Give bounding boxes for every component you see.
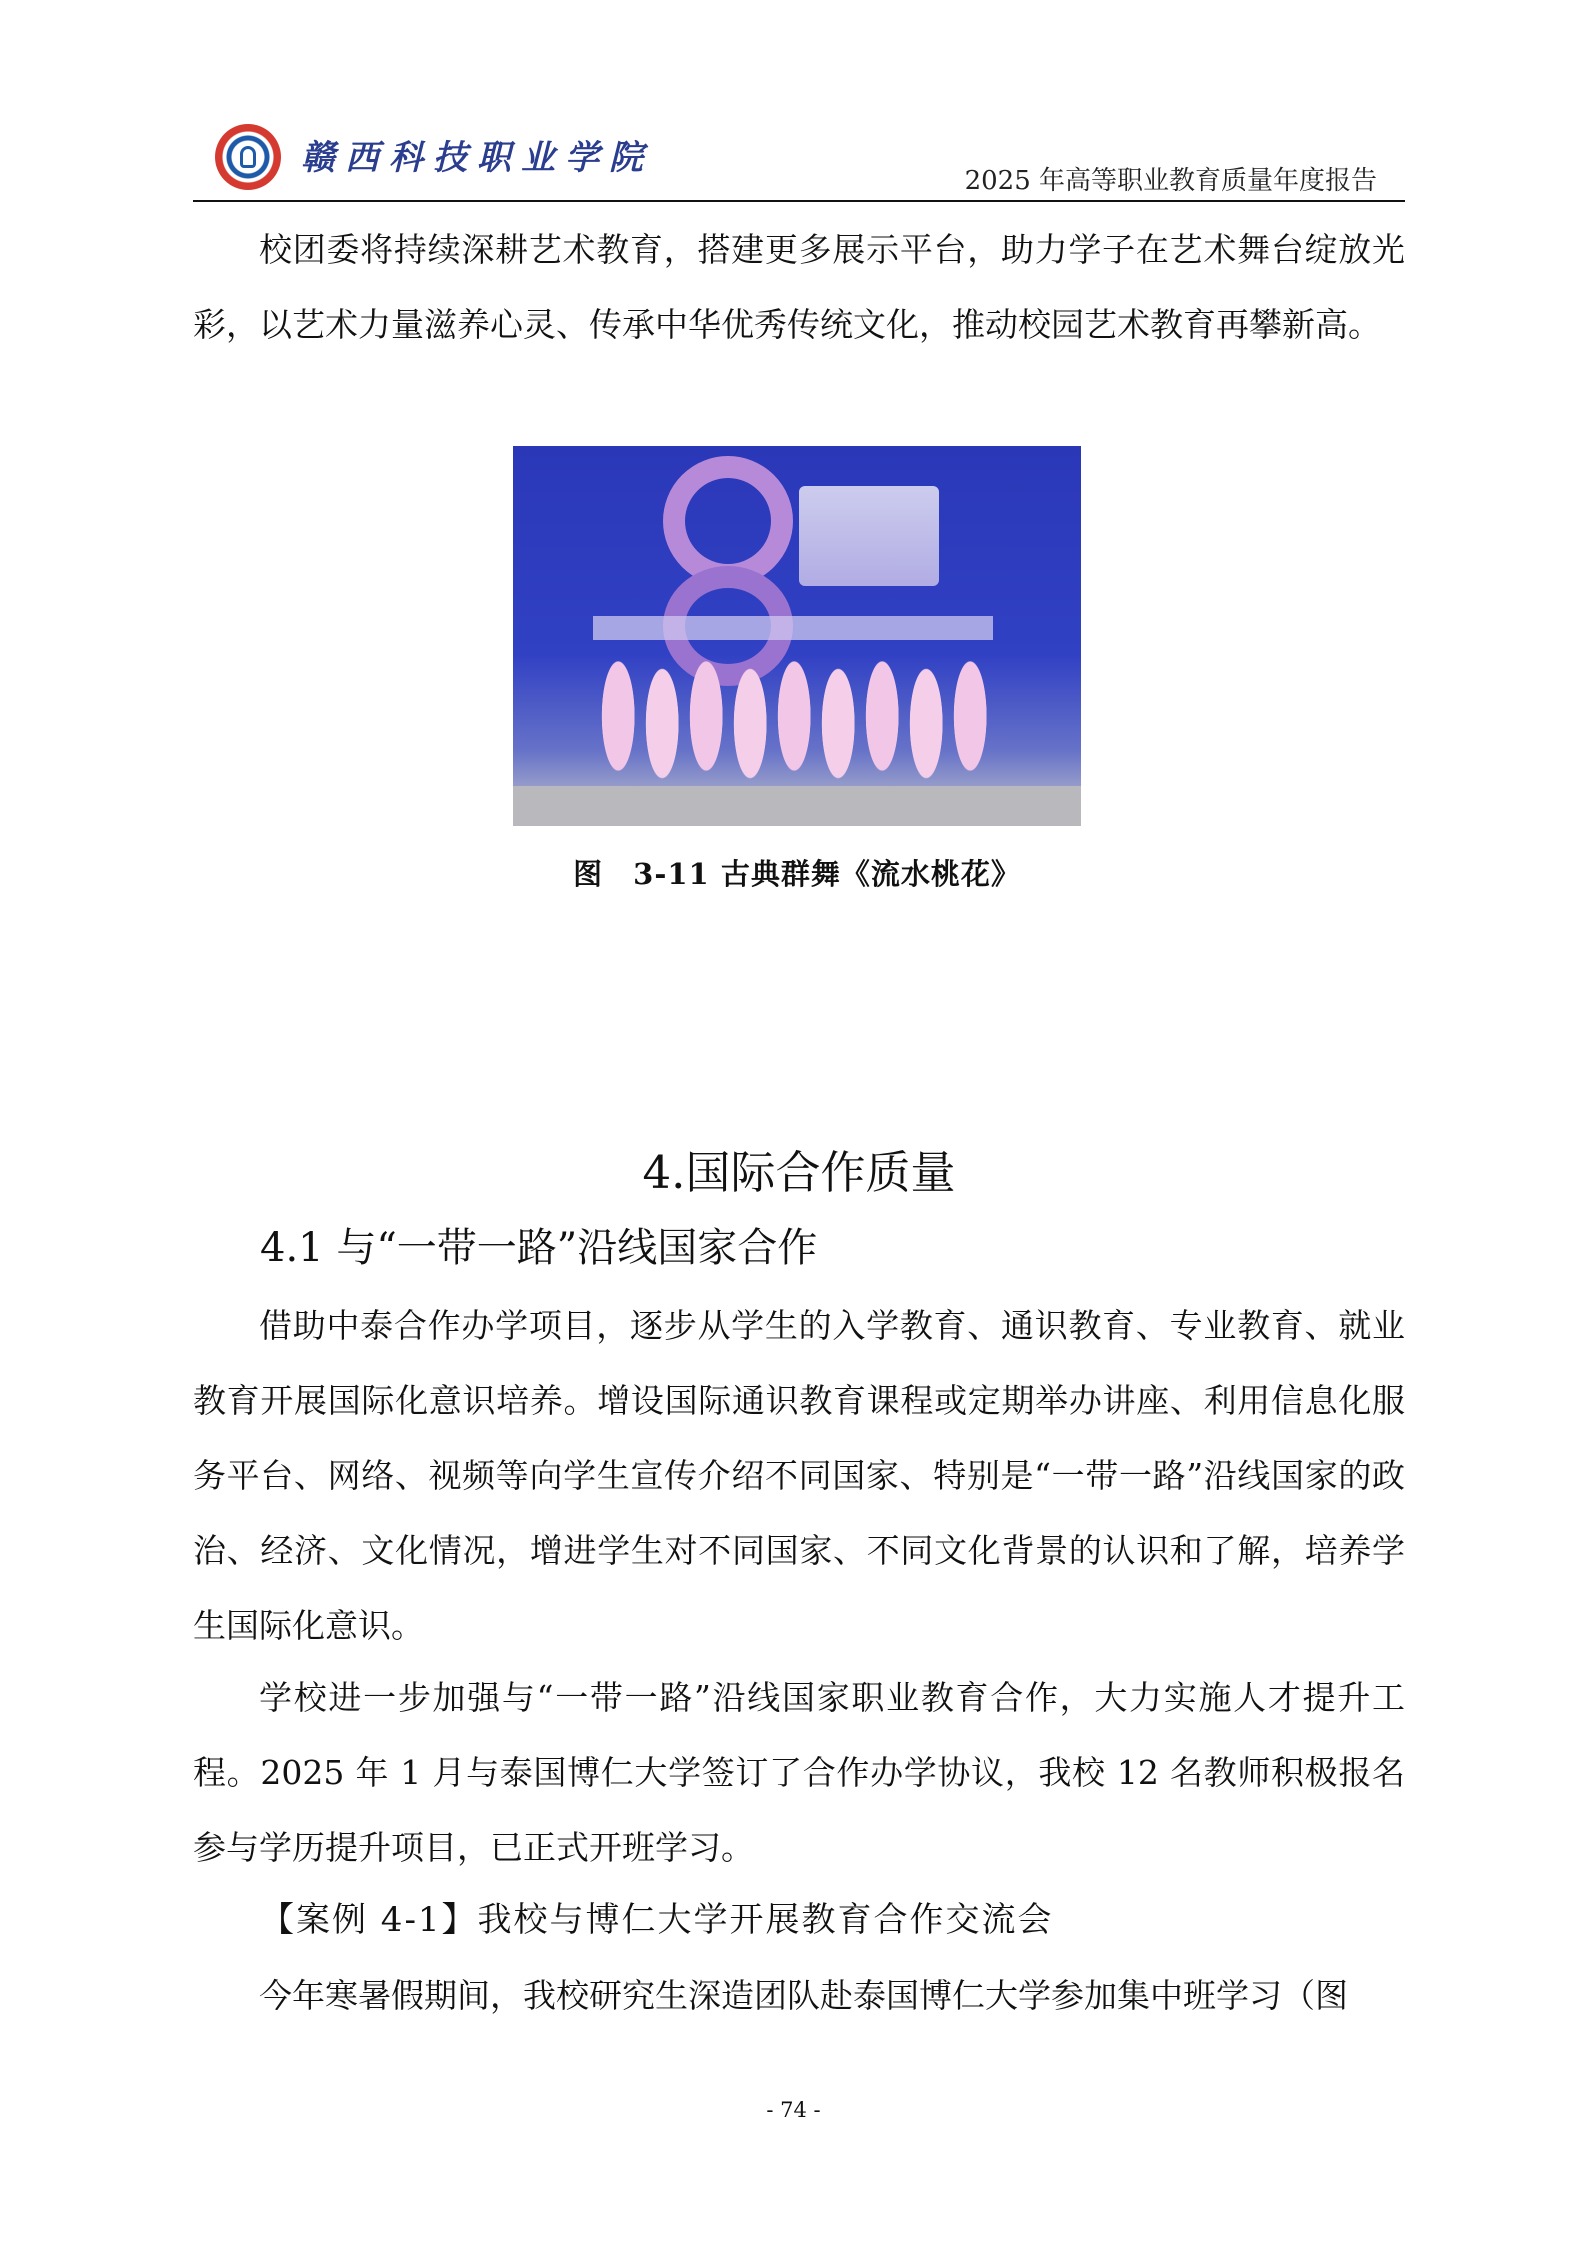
figure-caption: 图 3-11 古典群舞《流水桃花》: [573, 857, 1021, 891]
paragraph-case-intro: 今年寒暑假期间，我校研究生深造团队赴泰国博仁大学参加集中班学习（图: [259, 1976, 1348, 2015]
page-header: [193, 118, 1405, 202]
report-title: 2025 年高等职业教育质量年度报告: [964, 166, 1377, 196]
section-heading: 4.国际合作质量: [642, 1146, 956, 1199]
school-logo: [215, 124, 281, 190]
page-number: - 74 -: [766, 2098, 821, 2122]
case-title: 【案例 4-1】我校与博仁大学开展教育合作交流会: [260, 1900, 1054, 1940]
school-name: 赣西科技职业学院: [301, 138, 653, 178]
header-divider: [193, 200, 1405, 202]
subsection-heading: 4.1 与“一带一路”沿线国家合作: [260, 1225, 818, 1271]
paragraph-cooperation: 学校进一步加强与“一带一路”沿线国家职业教育合作，大力实施人才提升工程。2025 年 1 月与泰国博仁大学签订了合作办学协议，我校 12 名教师积极报名参与学历提升项目，已正式开班学习。: [193, 1678, 1405, 1867]
paragraph-art-education: 校团委将持续深耕艺术教育，搭建更多展示平台，助力学子在艺术舞台绽放光彩，以艺术力量滋养心灵、传承中华优秀传统文化，推动校园艺术教育再攀新高。: [193, 230, 1405, 344]
dance-group-photo: [513, 446, 1081, 826]
paragraph-international-awareness: 借助中泰合作办学项目，逐步从学生的入学教育、通识教育、专业教育、就业教育开展国际化意识培养。增设国际通识教育课程或定期举办讲座、利用信息化服务平台、网络、视频等向学生宣传介绍不同国家、特别是“一带一路”沿线国家的政治、经济、文化情况，增进学生对不同国家、不同文化背景的认识和了解，培养学生国际化意识。: [193, 1306, 1405, 1645]
